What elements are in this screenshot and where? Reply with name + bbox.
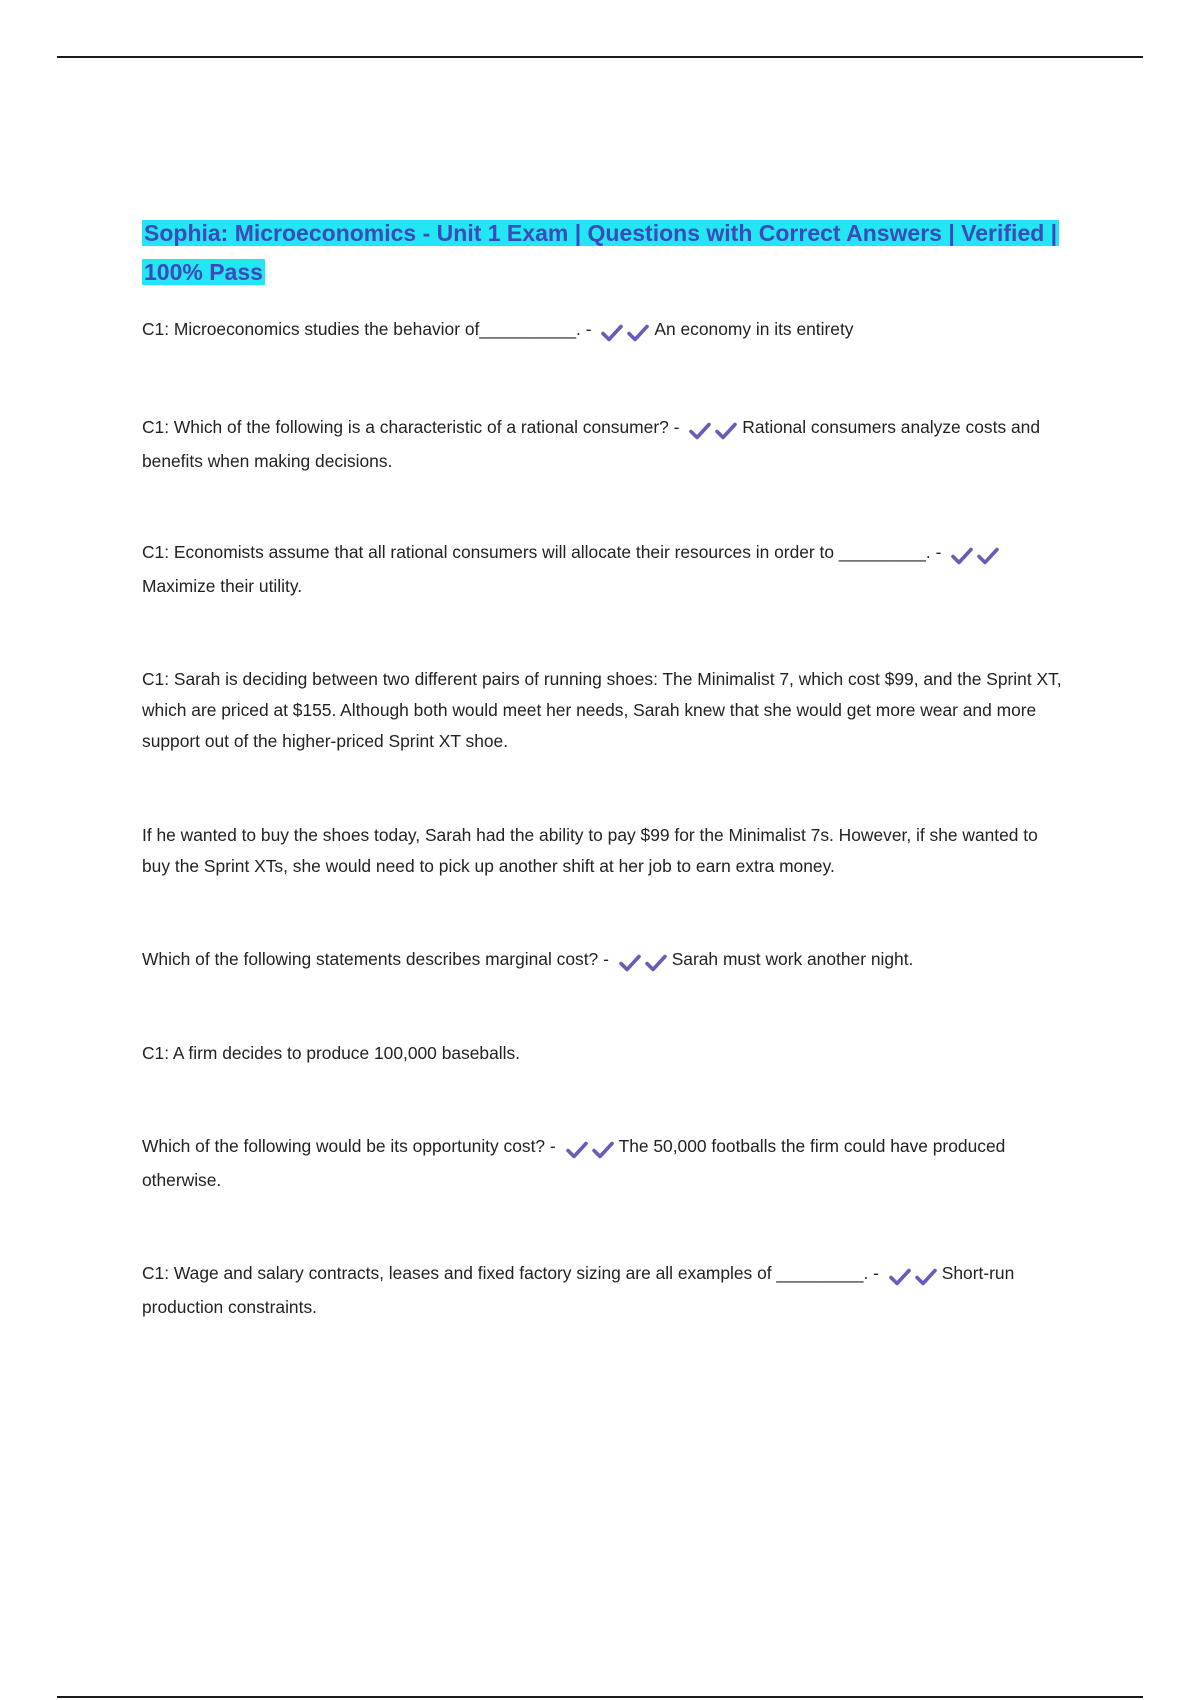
answer-text: Maximize their utility. <box>142 576 303 596</box>
question-text: C1: Economists assume that all rational consumers will allocate their resources in order to _________. - <box>142 542 942 562</box>
double-check-icon <box>600 317 652 348</box>
question-text: Which of the following statements describes marginal cost? - <box>142 949 609 969</box>
title-highlight: Sophia: Microeconomics - Unit 1 Exam | Questions with Correct Answers | Verified | 100% Pass <box>144 220 1058 285</box>
bottom-rule <box>57 1696 1143 1698</box>
qa-item-2 <box>142 412 1064 477</box>
question-text: Which of the following would be its opportunity cost? - <box>142 1136 556 1156</box>
qa-item-1 <box>142 314 1064 348</box>
document-body <box>142 214 1064 1323</box>
scenario-question <box>142 944 1064 978</box>
qa-item-3 <box>142 537 1064 602</box>
question-text: C1: Microeconomics studies the behavior of__________. - <box>142 319 592 339</box>
double-check-icon <box>618 947 670 978</box>
scenario-paragraph-1: C1: Sarah is deciding between two different pairs of running shoes: The Minimalist 7, which cost $99, and the Sprint XT, which are priced at $155. Although both would meet her needs, Sarah knew that she would get more wear and more support out of the higher-priced Sprint XT shoe. <box>142 669 1062 751</box>
scenario-paragraph-2: If he wanted to buy the shoes today, Sarah had the ability to pay $99 for the Minimalist 7s. However, if she wanted to buy the Sprint XTs, she would need to pick up another shift at her job to earn extra money. <box>142 825 1038 876</box>
question-text: C1: Which of the following is a characteristic of a rational consumer? - <box>142 417 680 437</box>
answer-text: An economy in its entirety <box>654 319 854 339</box>
firm-question <box>142 1131 1064 1196</box>
constraints-question <box>142 1258 1064 1323</box>
double-check-icon <box>888 1261 940 1292</box>
double-check-icon <box>688 415 740 446</box>
document-title <box>142 214 1064 292</box>
answer-text: Short-run production constraints. <box>142 1263 1015 1317</box>
double-check-icon <box>950 540 1002 571</box>
answer-text: Rational consumers analyze costs and benefits when making decisions. <box>142 417 1040 471</box>
answer-text: Sarah must work another night. <box>671 949 914 969</box>
top-rule <box>57 56 1143 58</box>
firm-paragraph: C1: A firm decides to produce 100,000 baseballs. <box>142 1043 520 1063</box>
answer-text: The 50,000 footballs the firm could have produced otherwise. <box>142 1136 1006 1190</box>
question-text: C1: Wage and salary contracts, leases and fixed factory sizing are all examples of _________. - <box>142 1263 879 1283</box>
double-check-icon <box>565 1134 617 1165</box>
